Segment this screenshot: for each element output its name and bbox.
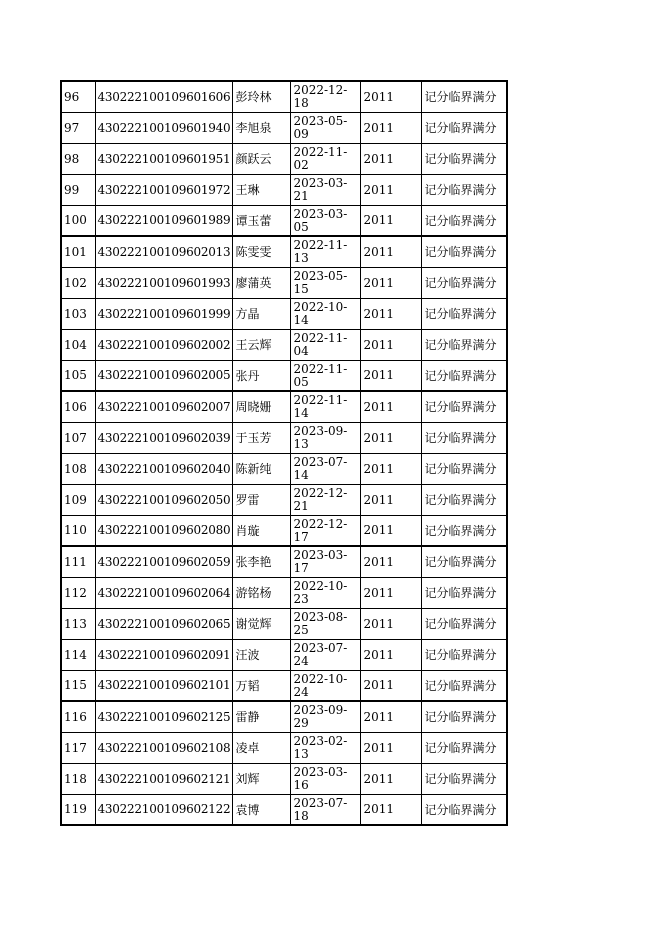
- remark-cell: 记分临界满分: [422, 577, 507, 608]
- year-cell: 2011: [361, 608, 422, 639]
- date-cell: 2023-03-05: [291, 205, 361, 236]
- year-cell: 2011: [361, 453, 422, 484]
- year-cell: 2011: [361, 360, 422, 391]
- id-number-cell: 430222100109601951: [95, 143, 233, 174]
- id-number-cell: 430222100109602040: [95, 453, 233, 484]
- date-cell: 2023-09-29: [291, 701, 361, 732]
- name-cell: 雷静: [233, 701, 291, 732]
- table-row: [61, 329, 507, 360]
- remark-cell: 记分临界满分: [422, 81, 507, 112]
- row-number-cell: 99: [61, 174, 95, 205]
- remark-cell: 记分临界满分: [422, 546, 507, 577]
- date-cell: 2023-03-17: [291, 546, 361, 577]
- date-cell: 2023-08-25: [291, 608, 361, 639]
- remark-cell: 记分临界满分: [422, 143, 507, 174]
- name-cell: 肖璇: [233, 515, 291, 546]
- date-cell: 2022-12-17: [291, 515, 361, 546]
- year-cell: 2011: [361, 732, 422, 763]
- table-body: [61, 81, 507, 825]
- remark-cell: 记分临界满分: [422, 422, 507, 453]
- date-cell: 2022-10-14: [291, 298, 361, 329]
- year-cell: 2011: [361, 267, 422, 298]
- name-cell: 方晶: [233, 298, 291, 329]
- remark-cell: 记分临界满分: [422, 515, 507, 546]
- remark-cell: 记分临界满分: [422, 205, 507, 236]
- year-cell: 2011: [361, 81, 422, 112]
- remark-cell: 记分临界满分: [422, 732, 507, 763]
- row-number-cell: 115: [61, 670, 95, 701]
- year-cell: 2011: [361, 577, 422, 608]
- id-number-cell: 430222100109602080: [95, 515, 233, 546]
- row-number-cell: 117: [61, 732, 95, 763]
- remark-cell: 记分临界满分: [422, 112, 507, 143]
- name-cell: 颜跃云: [233, 143, 291, 174]
- table-row: [61, 298, 507, 329]
- id-number-cell: 430222100109602122: [95, 794, 233, 825]
- remark-cell: 记分临界满分: [422, 639, 507, 670]
- year-cell: 2011: [361, 701, 422, 732]
- table-row: [61, 763, 507, 794]
- id-number-cell: 430222100109602125: [95, 701, 233, 732]
- remark-cell: 记分临界满分: [422, 298, 507, 329]
- row-number-cell: 104: [61, 329, 95, 360]
- table-row: [61, 174, 507, 205]
- name-cell: 罗雷: [233, 484, 291, 515]
- table-row: [61, 205, 507, 236]
- name-cell: 王云辉: [233, 329, 291, 360]
- year-cell: 2011: [361, 794, 422, 825]
- table-row: [61, 608, 507, 639]
- id-number-cell: 430222100109601940: [95, 112, 233, 143]
- table-row: [61, 267, 507, 298]
- row-number-cell: 102: [61, 267, 95, 298]
- id-number-cell: 430222100109601972: [95, 174, 233, 205]
- id-number-cell: 430222100109602108: [95, 732, 233, 763]
- year-cell: 2011: [361, 298, 422, 329]
- name-cell: 袁博: [233, 794, 291, 825]
- row-number-cell: 116: [61, 701, 95, 732]
- id-number-cell: 430222100109602059: [95, 546, 233, 577]
- data-table: [60, 80, 508, 826]
- name-cell: 王琳: [233, 174, 291, 205]
- row-number-cell: 113: [61, 608, 95, 639]
- year-cell: 2011: [361, 174, 422, 205]
- name-cell: 陈新纯: [233, 453, 291, 484]
- name-cell: 汪波: [233, 639, 291, 670]
- date-cell: 2023-07-24: [291, 639, 361, 670]
- row-number-cell: 97: [61, 112, 95, 143]
- date-cell: 2023-03-16: [291, 763, 361, 794]
- table-row: [61, 732, 507, 763]
- name-cell: 万韬: [233, 670, 291, 701]
- date-cell: 2022-11-13: [291, 236, 361, 267]
- remark-cell: 记分临界满分: [422, 174, 507, 205]
- year-cell: 2011: [361, 670, 422, 701]
- table-row: [61, 453, 507, 484]
- name-cell: 游铭杨: [233, 577, 291, 608]
- remark-cell: 记分临界满分: [422, 391, 507, 422]
- date-cell: 2022-12-18: [291, 81, 361, 112]
- date-cell: 2022-11-14: [291, 391, 361, 422]
- name-cell: 刘辉: [233, 763, 291, 794]
- row-number-cell: 98: [61, 143, 95, 174]
- year-cell: 2011: [361, 422, 422, 453]
- id-number-cell: 430222100109602065: [95, 608, 233, 639]
- remark-cell: 记分临界满分: [422, 360, 507, 391]
- date-cell: 2022-11-04: [291, 329, 361, 360]
- table-row: [61, 391, 507, 422]
- table-row: [61, 360, 507, 391]
- date-cell: 2023-03-21: [291, 174, 361, 205]
- row-number-cell: 106: [61, 391, 95, 422]
- id-number-cell: 430222100109602064: [95, 577, 233, 608]
- year-cell: 2011: [361, 112, 422, 143]
- name-cell: 彭玲林: [233, 81, 291, 112]
- remark-cell: 记分临界满分: [422, 608, 507, 639]
- year-cell: 2011: [361, 236, 422, 267]
- name-cell: 张李艳: [233, 546, 291, 577]
- id-number-cell: 430222100109602005: [95, 360, 233, 391]
- date-cell: 2023-07-14: [291, 453, 361, 484]
- name-cell: 谭玉蕾: [233, 205, 291, 236]
- remark-cell: 记分临界满分: [422, 267, 507, 298]
- year-cell: 2011: [361, 391, 422, 422]
- name-cell: 陈雯雯: [233, 236, 291, 267]
- row-number-cell: 112: [61, 577, 95, 608]
- row-number-cell: 109: [61, 484, 95, 515]
- id-number-cell: 430222100109602013: [95, 236, 233, 267]
- table-row: [61, 484, 507, 515]
- year-cell: 2011: [361, 639, 422, 670]
- date-cell: 2023-05-09: [291, 112, 361, 143]
- date-cell: 2023-09-13: [291, 422, 361, 453]
- remark-cell: 记分临界满分: [422, 701, 507, 732]
- remark-cell: 记分临界满分: [422, 236, 507, 267]
- table-row: [61, 546, 507, 577]
- table-row: [61, 81, 507, 112]
- id-number-cell: 430222100109602007: [95, 391, 233, 422]
- name-cell: 廖蒲英: [233, 267, 291, 298]
- name-cell: 凌卓: [233, 732, 291, 763]
- id-number-cell: 430222100109601999: [95, 298, 233, 329]
- table-row: [61, 515, 507, 546]
- date-cell: 2022-11-05: [291, 360, 361, 391]
- table-row: [61, 577, 507, 608]
- row-number-cell: 105: [61, 360, 95, 391]
- table-row: [61, 670, 507, 701]
- remark-cell: 记分临界满分: [422, 670, 507, 701]
- year-cell: 2011: [361, 763, 422, 794]
- table-row: [61, 794, 507, 825]
- remark-cell: 记分临界满分: [422, 484, 507, 515]
- row-number-cell: 111: [61, 546, 95, 577]
- id-number-cell: 430222100109602039: [95, 422, 233, 453]
- date-cell: 2023-05-15: [291, 267, 361, 298]
- table-row: [61, 143, 507, 174]
- id-number-cell: 430222100109602050: [95, 484, 233, 515]
- table-row: [61, 236, 507, 267]
- row-number-cell: 108: [61, 453, 95, 484]
- date-cell: 2023-02-13: [291, 732, 361, 763]
- table-row: [61, 112, 507, 143]
- row-number-cell: 110: [61, 515, 95, 546]
- row-number-cell: 119: [61, 794, 95, 825]
- table-row: [61, 701, 507, 732]
- year-cell: 2011: [361, 484, 422, 515]
- id-number-cell: 430222100109602091: [95, 639, 233, 670]
- remark-cell: 记分临界满分: [422, 763, 507, 794]
- date-cell: 2022-11-02: [291, 143, 361, 174]
- year-cell: 2011: [361, 515, 422, 546]
- row-number-cell: 114: [61, 639, 95, 670]
- table-row: [61, 639, 507, 670]
- id-number-cell: 430222100109602002: [95, 329, 233, 360]
- date-cell: 2022-10-24: [291, 670, 361, 701]
- id-number-cell: 430222100109601989: [95, 205, 233, 236]
- year-cell: 2011: [361, 205, 422, 236]
- row-number-cell: 101: [61, 236, 95, 267]
- row-number-cell: 103: [61, 298, 95, 329]
- year-cell: 2011: [361, 143, 422, 174]
- year-cell: 2011: [361, 329, 422, 360]
- date-cell: 2022-10-23: [291, 577, 361, 608]
- id-number-cell: 430222100109602101: [95, 670, 233, 701]
- remark-cell: 记分临界满分: [422, 329, 507, 360]
- remark-cell: 记分临界满分: [422, 453, 507, 484]
- id-number-cell: 430222100109601993: [95, 267, 233, 298]
- table-row: [61, 422, 507, 453]
- id-number-cell: 430222100109602121: [95, 763, 233, 794]
- row-number-cell: 96: [61, 81, 95, 112]
- name-cell: 谢觉辉: [233, 608, 291, 639]
- name-cell: 周晓姗: [233, 391, 291, 422]
- name-cell: 张丹: [233, 360, 291, 391]
- name-cell: 李旭泉: [233, 112, 291, 143]
- row-number-cell: 107: [61, 422, 95, 453]
- row-number-cell: 118: [61, 763, 95, 794]
- row-number-cell: 100: [61, 205, 95, 236]
- date-cell: 2023-07-18: [291, 794, 361, 825]
- remark-cell: 记分临界满分: [422, 794, 507, 825]
- year-cell: 2011: [361, 546, 422, 577]
- name-cell: 于玉芳: [233, 422, 291, 453]
- date-cell: 2022-12-21: [291, 484, 361, 515]
- id-number-cell: 430222100109601606: [95, 81, 233, 112]
